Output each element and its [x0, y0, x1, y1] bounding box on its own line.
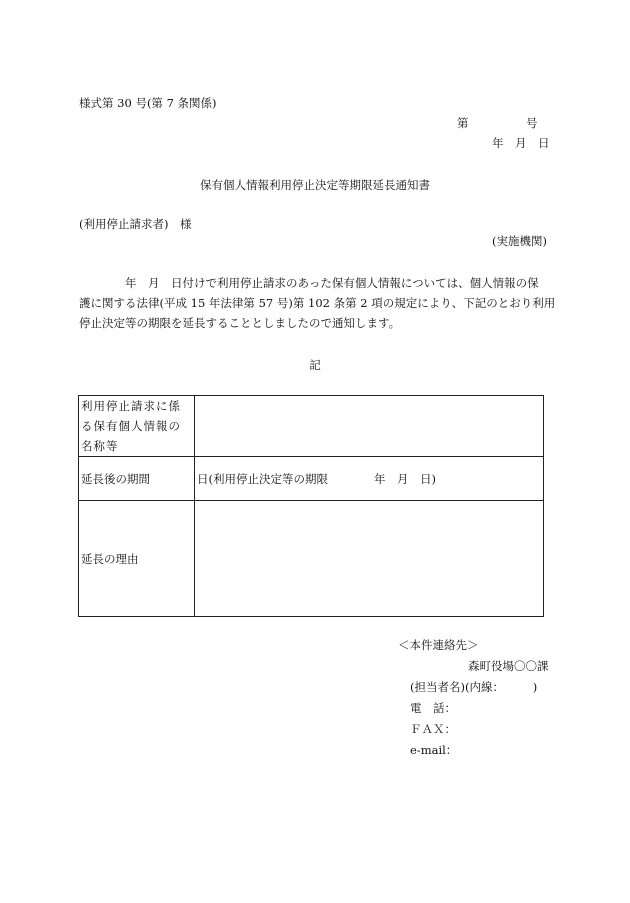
body-line-2: 護に関する法律(平成 15 年法律第 57 号)第 102 条第 2 項の規定により、下記のとおり利用: [79, 296, 556, 310]
contact-phone: 電 話：: [410, 701, 456, 715]
contact-heading: ＜本件連絡先＞: [398, 638, 479, 652]
document-title: 保有個人情報利用停止決定等期限延長通知書: [200, 178, 430, 192]
table-row: [79, 396, 544, 457]
info-name-value: [195, 396, 544, 457]
info-table: [78, 395, 544, 617]
issuing-agency: (実施機関): [492, 234, 547, 248]
table-row: [79, 457, 544, 501]
body-line-1: 年 月 日付けで利用停止請求のあった保有個人情報については、個人情報の保: [79, 276, 539, 290]
extension-reason-label: 延長の理由: [79, 501, 195, 617]
extended-period-label: 延長後の期間: [79, 457, 195, 501]
contact-email: e-mail：: [410, 743, 458, 757]
contact-fax: ＦＡＸ：: [410, 722, 456, 736]
body-line-3: 停止決定等の期限を延長することとしましたので通知します。: [79, 316, 401, 330]
info-name-label: 利用停止請求に係る保有個人情報の名称等: [79, 396, 195, 457]
form-number: 様式第 30 号(第 7 条関係): [79, 96, 217, 110]
contact-office: 森町役場〇〇課: [468, 659, 549, 673]
ki-heading: 記: [309, 358, 321, 372]
document-number: 第 号: [457, 116, 538, 130]
document-date: 年 月 日: [492, 136, 550, 150]
extended-period-value: 日(利用停止決定等の期限 年 月 日): [195, 457, 544, 501]
contact-person: (担当者名)(内線： ): [410, 680, 538, 694]
addressee: (利用停止請求者) 様: [79, 217, 192, 231]
table-row: [79, 501, 544, 617]
extension-reason-value: [195, 501, 544, 617]
body-text: [79, 273, 556, 333]
